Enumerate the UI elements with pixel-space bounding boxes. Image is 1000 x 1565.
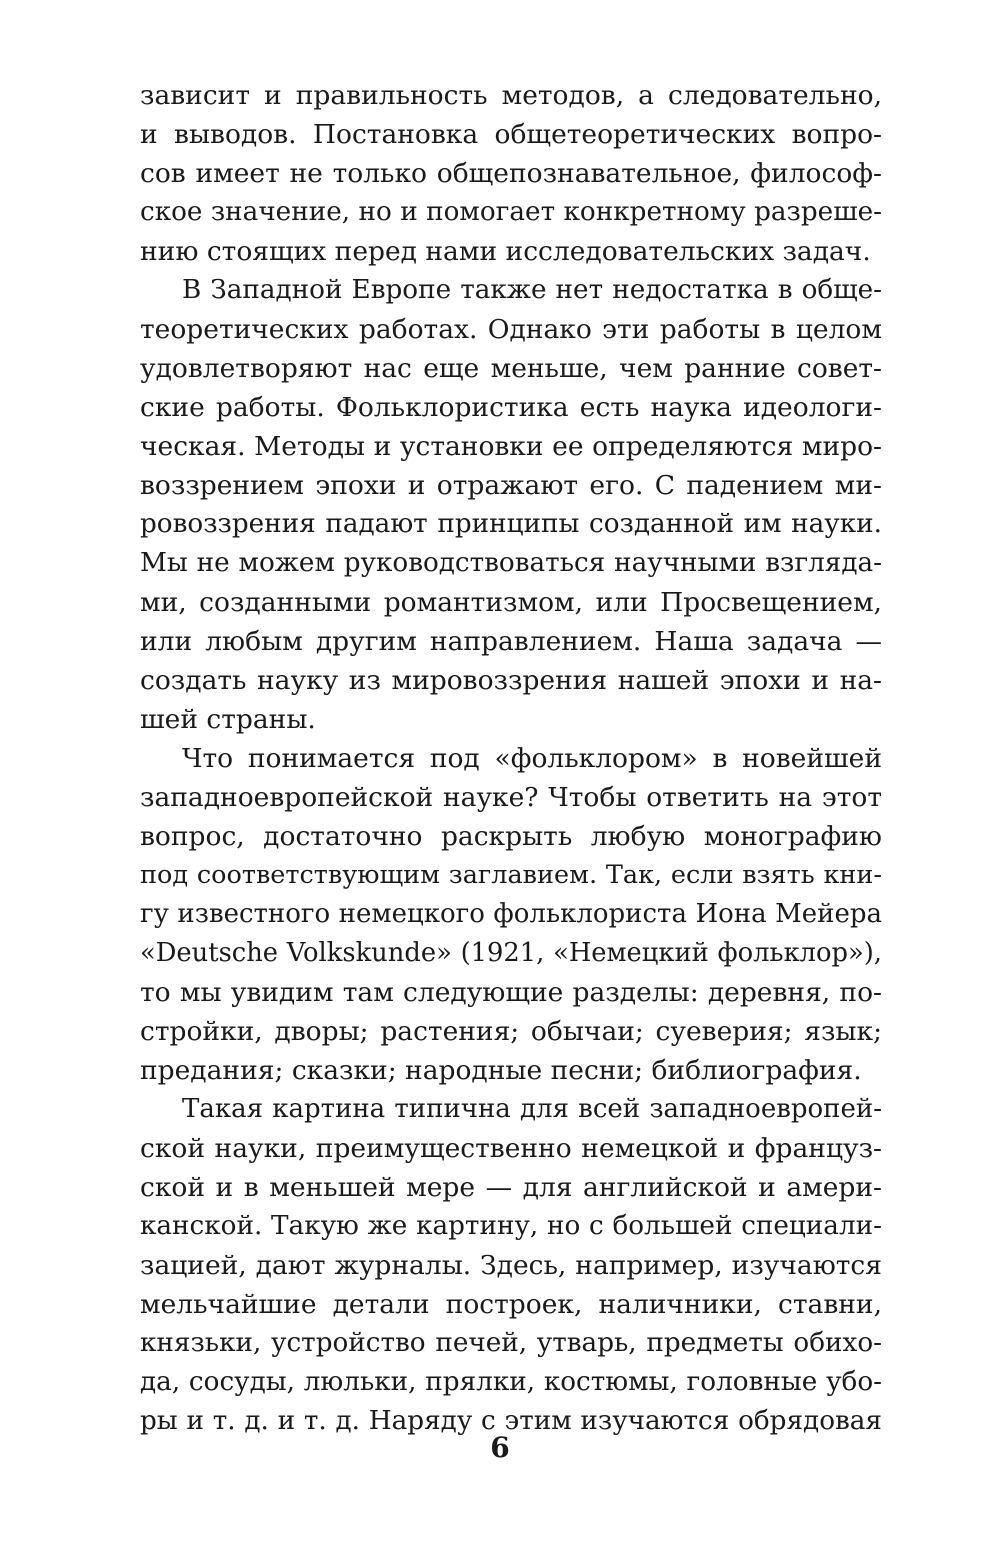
text-line: или любым другим направлением. Наша задача — — [140, 626, 882, 657]
text-line: ры и т. д. и т. д. Наряду с этим изучаются обрядовая — [140, 1406, 882, 1436]
text-line: и выводов. Постановка общетеоретических вопро- — [140, 119, 882, 150]
text-line: удовлетворяют нас еще меньше, чем ранние совет- — [140, 353, 882, 384]
text-line: ские работы. Фольклористика есть наука идеологи- — [140, 392, 882, 423]
text-line: нию стоящих перед нами исследовательских задач. — [140, 236, 871, 267]
text-line: воззрением эпохи и отражают его. С падением ми- — [140, 470, 882, 501]
text-line: западноевропейской науке? Чтобы ответить на этот — [140, 782, 882, 813]
body-text — [140, 76, 882, 1441]
text-line: вопрос, достаточно раскрыть любую монографию — [140, 821, 882, 852]
text-line: зависит и правильность методов, а следовательно, — [140, 80, 882, 111]
text-line: мельчайшие детали построек, наличники, ставни, — [140, 1289, 882, 1320]
text-line: «Deutsche Volkskunde» (1921, «Немецкий фольклор»), — [140, 938, 882, 968]
text-line: создать науку из мировоззрения нашей эпохи и на- — [140, 665, 882, 696]
text-line: то мы увидим там следующие разделы: деревня, по- — [140, 977, 882, 1008]
text-line: ми, созданными романтизмом, или Просвещением, — [140, 587, 882, 618]
text-line: Мы не можем руководствоваться научными взгляда- — [140, 548, 882, 578]
text-line: ской и в меньшей мере — для английской и амери- — [140, 1172, 882, 1203]
text-line: шей страны. — [140, 704, 316, 735]
text-line: ческая. Методы и установки ее определяются миро- — [140, 431, 882, 462]
text-line: стройки, дворы; растения; обычаи; суеверия; язык; — [140, 1016, 882, 1047]
text-line: ской науки, преимущественно немецкой и француз- — [140, 1133, 882, 1164]
text-line: гу известного немецкого фольклориста Иона Мейера — [140, 899, 882, 929]
text-line: да, сосуды, люльки, прялки, костюмы, головные убо- — [140, 1367, 882, 1397]
text-line: В Западной Европе также нет недостатка в обще- — [182, 275, 882, 305]
text-line: предания; сказки; народные песни; библиография. — [140, 1055, 862, 1086]
text-line: ровоззрения падают принципы созданной им науки. — [140, 509, 882, 539]
text-line: Что понимается под «фольклором» в новейшей — [182, 743, 882, 774]
text-line: канской. Такую же картину, но с большей специали- — [140, 1211, 882, 1241]
text-line: под соответствующим заглавием. Так, если взять кни- — [140, 860, 882, 890]
text-line: Такая картина типична для всей западноевропей- — [182, 1094, 882, 1124]
text-line: теоретических работах. Однако эти работы в целом — [140, 314, 882, 345]
text-line: князьки, устройство печей, утварь, предметы обихо- — [140, 1328, 882, 1358]
page-number: 6 — [490, 1431, 510, 1464]
text-line: ское значение, но и помогает конкретному разреше- — [140, 197, 882, 227]
text-line: зацией, дают журналы. Здесь, например, изучаются — [140, 1250, 882, 1281]
text-line: сов имеет не только общепознавательное, философ- — [140, 158, 882, 189]
